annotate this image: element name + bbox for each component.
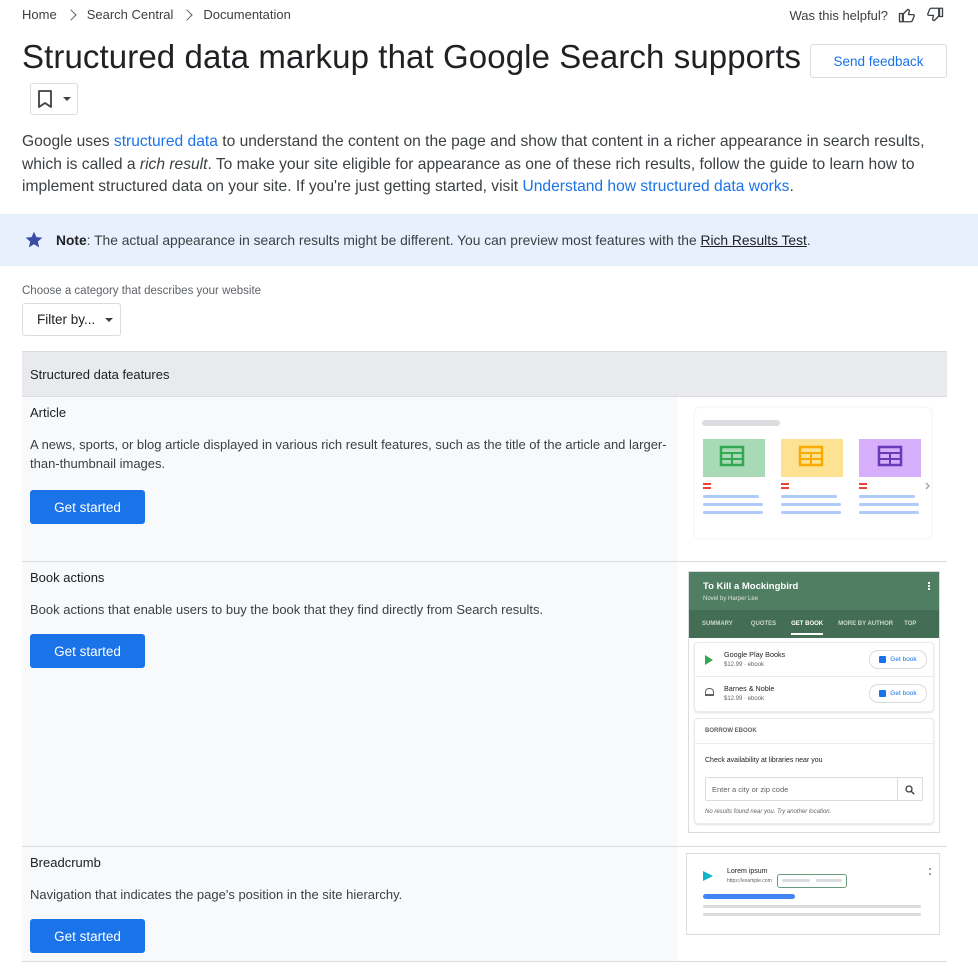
bookmark-button[interactable]: [30, 83, 78, 115]
seller-name: Google Play Books: [724, 650, 786, 659]
store-icon: [705, 688, 714, 696]
borrow-label: BORROW EBOOK: [705, 728, 757, 734]
feature-name-book-actions: Book actions: [30, 570, 105, 585]
book-tabs: [689, 610, 939, 638]
intro-text: .: [789, 178, 794, 195]
intro-emphasis: rich result: [139, 155, 208, 173]
book-icon: [879, 690, 886, 697]
get-started-breadcrumb-button[interactable]: Get started: [30, 919, 145, 953]
book-tab-quotes[interactable]: QUOTES: [750, 621, 777, 627]
seller-price: $12.99 · ebook: [724, 662, 765, 668]
article-preview-image: [678, 397, 947, 561]
filter-label: Filter by...: [37, 312, 96, 327]
helpful-widget: [789, 6, 944, 24]
seller-price: $12.99 · ebook: [724, 696, 765, 702]
google-play-icon: [705, 655, 713, 665]
input-placeholder: Enter a city or zip code: [712, 785, 789, 794]
understand-structured-data-link[interactable]: Understand how structured data works: [522, 178, 790, 195]
feature-desc-article: A news, sports, or blog article displayed in various rich result features, such as the title of the article and larger-than-thumbnail images.: [30, 437, 667, 471]
rich-results-test-link[interactable]: Rich Results Test: [700, 232, 807, 248]
thumb-up-icon[interactable]: [898, 6, 916, 24]
breadcrumb-preview-card: [686, 853, 940, 935]
site-favicon: [703, 871, 713, 881]
book-tab-top[interactable]: TOP: [904, 621, 917, 627]
breadcrumb-home[interactable]: Home: [22, 7, 57, 22]
get-book-label: Get book: [890, 690, 917, 697]
book-panel: [688, 571, 940, 833]
thumb-down-icon[interactable]: [926, 6, 944, 24]
breadcrumb: [22, 7, 291, 22]
book-title: To Kill a Mockingbird: [703, 581, 799, 592]
intro-text: Google uses: [22, 133, 114, 150]
book-icon: [879, 656, 886, 663]
get-started-article-button[interactable]: Get started: [30, 490, 145, 524]
features-table: [22, 351, 947, 962]
intro-text: to understand the content on the page and show that content in a richer appearance in search results, which is called a: [22, 133, 925, 173]
book-actions-preview: [678, 562, 947, 846]
caret-down-icon: [105, 318, 113, 322]
helpful-label: Was this helpful?: [789, 7, 888, 23]
filter-caption: Choose a category that describes your website: [22, 285, 262, 297]
breadcrumb-documentation[interactable]: Documentation: [203, 7, 291, 22]
get-started-book-actions-button[interactable]: Get started: [30, 634, 145, 668]
note-body: : The actual appearance in search results might be different. You can preview most features with the: [86, 232, 701, 248]
seller-card: [694, 642, 934, 712]
more-vert-icon: [929, 868, 931, 875]
note-label: Note: [56, 232, 87, 248]
feature-desc-breadcrumb: Navigation that indicates the page's position in the site hierarchy.: [30, 887, 403, 902]
page-title: Structured data markup that Google Search supports: [22, 38, 802, 75]
article-preview: [678, 397, 947, 561]
send-feedback-button[interactable]: Send feedback: [810, 44, 947, 78]
breadcrumb-search-central[interactable]: Search Central: [86, 7, 174, 22]
feature-desc-book-actions: Book actions that enable users to buy the book that they find directly from Search results.: [30, 602, 544, 617]
book-tab-get-book[interactable]: GET BOOK: [791, 621, 823, 635]
city-zip-input[interactable]: [705, 777, 923, 801]
check-availability-label: Check availability at libraries near you: [705, 757, 823, 764]
book-tab-summary[interactable]: SUMMARY: [702, 621, 733, 627]
preview-url: https://example.com: [727, 878, 772, 884]
table-row: [22, 847, 947, 962]
seller-row: [695, 643, 933, 677]
note-banner: [0, 214, 978, 266]
breadcrumb-highlight: [777, 874, 847, 888]
book-panel-header: [689, 572, 939, 638]
seller-name: Barnes & Noble: [724, 684, 775, 693]
get-book-label: Get book: [890, 656, 917, 663]
no-results-text: No results found near you. Try another location.: [705, 809, 832, 815]
book-subtitle: Novel by Harper Lee: [703, 596, 759, 602]
note-end: .: [806, 232, 811, 248]
seller-row: [695, 677, 933, 711]
preview-title: Lorem ipsum: [727, 868, 768, 875]
star-icon: [24, 230, 44, 250]
feature-name-article: Article: [30, 405, 67, 420]
caret-down-icon: [63, 97, 71, 101]
get-book-button[interactable]: [869, 684, 927, 703]
borrow-card: [694, 718, 934, 824]
breadcrumb-preview: [678, 847, 947, 961]
bookmark-icon: [37, 90, 53, 108]
chevron-right-icon: [65, 9, 76, 20]
table-row: [22, 397, 947, 562]
table-row: [22, 562, 947, 847]
chevron-right-icon: [182, 9, 193, 20]
structured-data-link[interactable]: structured data: [113, 133, 218, 150]
filter-dropdown[interactable]: [22, 303, 121, 336]
feature-name-breadcrumb: Breadcrumb: [30, 855, 101, 870]
search-icon[interactable]: [905, 785, 915, 795]
intro-text: . To make your site eligible for appearance as one of these rich results, follow the guide to learn how to implement structured data on your site. If you're just getting started, visit: [22, 155, 915, 195]
more-vert-icon: [928, 582, 930, 590]
get-book-button[interactable]: [869, 650, 927, 669]
table-header: Structured data features: [22, 351, 947, 397]
intro-paragraph: [22, 131, 952, 199]
note-text: [56, 233, 811, 248]
book-tab-more-by-author[interactable]: MORE BY AUTHOR: [838, 621, 894, 627]
